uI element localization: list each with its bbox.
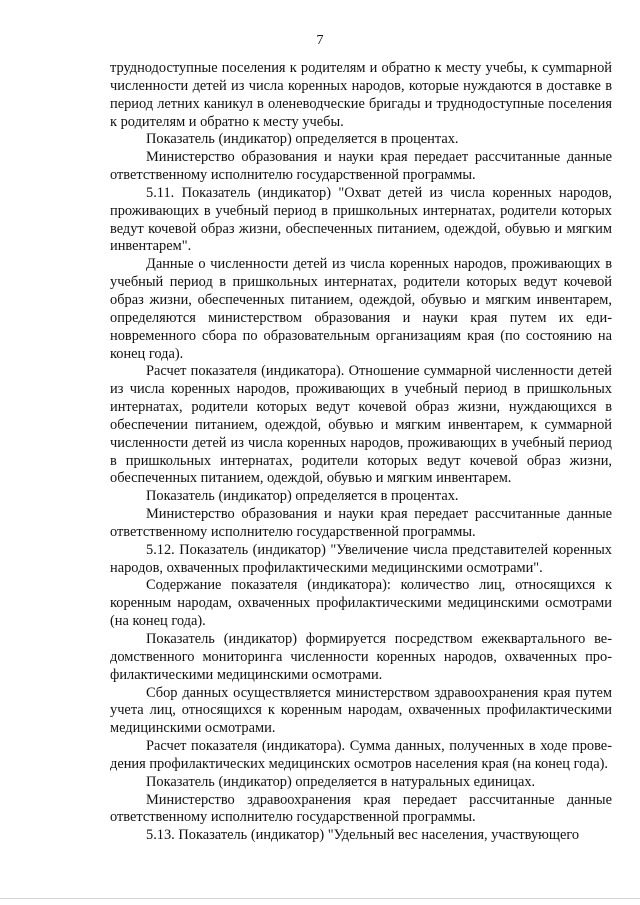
document-body bbox=[110, 60, 612, 845]
paragraph: Министерство здравоохранения края передает рассчитанные данные ответственному исполнителю государственной программы. bbox=[110, 791, 612, 826]
paragraph: Сбор данных осуществляется министерством здравоохранения края путем учета лиц, относящихся к коренным народам, охваченных профилактическими медицинскими осмотрами. bbox=[110, 684, 612, 737]
paragraph: Показатель (индикатор) определяется в натуральных единицах. bbox=[146, 773, 536, 790]
section-heading-5-13: 5.13. Показатель (индикатор) "Удельный вес населения, участвующего bbox=[146, 827, 580, 844]
paragraph: Показатель (индикатор) формируется посредством ежеквартального ведомственного мониторинга численности коренных народов, охваченных профилактическими медицинскими осмотрами. bbox=[110, 631, 612, 683]
paragraph: Министерство образования и науки края передает рассчитанные данные ответственному исполнителю государственной программы. bbox=[110, 149, 612, 184]
paragraph: Данные о численности детей из числа коренных народов, проживающих в учебный период в пришкольных интернатах, родители которых ведут кочевой образ жизни, обеспеченных питанием, одеждой, обувью и мягким инвентарем, определяются министерством образования и науки края путем их единовременного сбора по образовательным организациям края (по состоянию на конец года). bbox=[110, 256, 612, 362]
page-number: 7 bbox=[316, 33, 324, 48]
paragraph: Показатель (индикатор) определяется в процентах. bbox=[146, 488, 459, 505]
paragraph: Расчет показателя (индикатора). Отношение суммарной численности детей из числа коренных народов, проживающих в учебный период в пришкольных интернатах, родители которых ведут кочевой образ жизни, нуждающихся в обеспечении питанием, одеждой, обувью и мягким инвентарем, к суммарной численности детей из числа коренных народов, проживающих в учебный период в пришкольных интернатах, родители которых ведут кочевой образ жизни, обеспеченных питанием, одеждой, обувью и мягким инвентарем. bbox=[110, 363, 612, 487]
paragraph: Показатель (индикатор) определяется в процентах. bbox=[146, 131, 459, 148]
paragraph: Содержание показателя (индикатора): количество лиц, относящихся к коренным народам, охваченных профилактическими медицинскими осмотрами (на конец года). bbox=[110, 577, 612, 630]
paragraph: Министерство образования и науки края передает рассчитанные данные ответственному исполнителю государственной программы. bbox=[110, 506, 612, 540]
section-heading-5-11: 5.11. Показатель (индикатор) "Охват детей из числа коренных народов, проживающих в учебный период в пришкольных интернатах, родители которых ведут кочевой образ жизни, обеспеченных питанием, одеждой, обувью и мягким инвентарем". bbox=[110, 184, 612, 255]
section-heading-5-12: 5.12. Показатель (индикатор) "Увеличение числа представителей коренных народов, охваченных профилактическими медицинскими осмотрами". bbox=[110, 541, 612, 576]
paragraph: Расчет показателя (индикатора). Сумма данных, полученных в ходе проведения профилактических медицинских осмотров населения края (на конец года). bbox=[110, 738, 612, 772]
paragraph-continuation: труднодоступные поселения к родителям и обратно к месту учебы, к сумmарной численности детей из числа коренных народов, которые нуждаются в доставке в период летних каникул в оленеводческие бригады и труднодоступные поселения к родителям и обратно к месту учебы. bbox=[110, 60, 612, 130]
bottom-edge-divider bbox=[0, 898, 640, 899]
